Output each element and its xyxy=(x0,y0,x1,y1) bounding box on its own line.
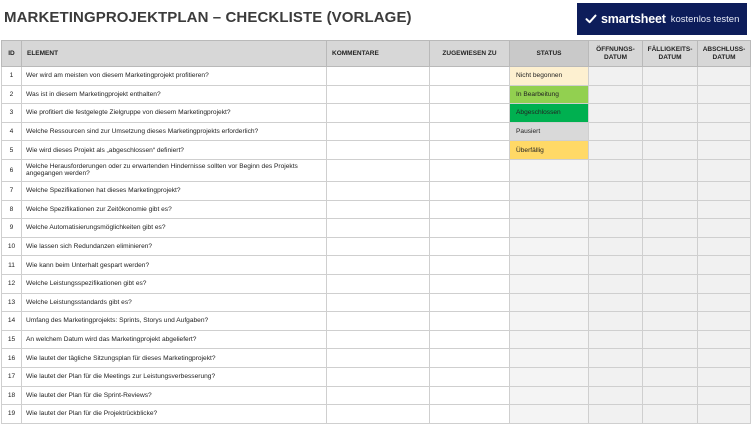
close-date-cell[interactable] xyxy=(698,312,751,331)
row-id-cell: 3 xyxy=(2,104,22,123)
close-date-cell[interactable] xyxy=(698,181,751,200)
due-date-cell[interactable] xyxy=(643,159,698,181)
comments-cell[interactable] xyxy=(327,274,430,293)
due-date-cell[interactable] xyxy=(643,181,698,200)
comments-cell[interactable] xyxy=(327,349,430,368)
table-row xyxy=(2,349,751,368)
due-date-cell[interactable] xyxy=(643,293,698,312)
row-id-cell: 19 xyxy=(2,405,22,424)
element-cell[interactable]: Wie kann beim Unterhalt gespart werden? xyxy=(22,256,327,275)
smartsheet-trial-banner[interactable] xyxy=(577,3,747,35)
open-date-cell[interactable] xyxy=(589,122,643,141)
comments-cell[interactable] xyxy=(327,219,430,238)
assigned-cell[interactable] xyxy=(430,122,510,141)
status-cell[interactable]: In Bearbeitung xyxy=(510,85,589,104)
row-id-cell: 11 xyxy=(2,256,22,275)
assigned-cell[interactable] xyxy=(430,219,510,238)
status-cell[interactable] xyxy=(510,386,589,405)
checkmark-icon xyxy=(585,13,597,25)
element-cell[interactable]: Wer wird am meisten von diesem Marketingprojekt profitieren? xyxy=(22,67,327,86)
status-cell[interactable] xyxy=(510,312,589,331)
assigned-cell[interactable] xyxy=(430,104,510,123)
open-date-cell[interactable] xyxy=(589,104,643,123)
table-row xyxy=(2,141,751,160)
comments-cell[interactable] xyxy=(327,181,430,200)
assigned-cell[interactable] xyxy=(430,330,510,349)
element-cell[interactable]: Wie wird dieses Projekt als „abgeschlossen“ definiert? xyxy=(22,141,327,160)
table-row xyxy=(2,237,751,256)
due-date-cell[interactable] xyxy=(643,85,698,104)
close-date-cell[interactable] xyxy=(698,159,751,181)
element-cell[interactable]: Welche Spezifikationen zur Zeitökonomie gibt es? xyxy=(22,200,327,219)
element-cell[interactable]: Welche Spezifikationen hat dieses Marketingprojekt? xyxy=(22,181,327,200)
row-id-cell: 2 xyxy=(2,85,22,104)
open-date-cell[interactable] xyxy=(589,181,643,200)
status-cell[interactable] xyxy=(510,405,589,424)
close-date-cell[interactable] xyxy=(698,200,751,219)
open-date-cell[interactable] xyxy=(589,159,643,181)
column-header-element[interactable]: ELEMENT xyxy=(22,41,327,67)
checklist-table xyxy=(1,40,751,424)
status-cell[interactable] xyxy=(510,330,589,349)
assigned-cell[interactable] xyxy=(430,181,510,200)
close-date-cell[interactable] xyxy=(698,141,751,160)
row-id-cell: 4 xyxy=(2,122,22,141)
table-row xyxy=(2,367,751,386)
table-row xyxy=(2,274,751,293)
comments-cell[interactable] xyxy=(327,367,430,386)
assigned-cell[interactable] xyxy=(430,312,510,331)
column-header-comments[interactable]: KOMMENTARE xyxy=(327,41,430,67)
assigned-cell[interactable] xyxy=(430,274,510,293)
comments-cell[interactable] xyxy=(327,237,430,256)
comments-cell[interactable] xyxy=(327,312,430,331)
comments-cell[interactable] xyxy=(327,104,430,123)
assigned-cell[interactable] xyxy=(430,367,510,386)
assigned-cell[interactable] xyxy=(430,256,510,275)
due-date-cell[interactable] xyxy=(643,237,698,256)
row-id-cell: 15 xyxy=(2,330,22,349)
table-row xyxy=(2,181,751,200)
close-date-cell[interactable] xyxy=(698,330,751,349)
assigned-cell[interactable] xyxy=(430,159,510,181)
close-date-cell[interactable] xyxy=(698,274,751,293)
column-header-assigned[interactable]: ZUGEWIESEN ZU xyxy=(430,41,510,67)
comments-cell[interactable] xyxy=(327,256,430,275)
close-date-cell[interactable] xyxy=(698,67,751,86)
element-cell[interactable]: An welchem Datum wird das Marketingprojekt abgeliefert? xyxy=(22,330,327,349)
table-row xyxy=(2,104,751,123)
status-cell[interactable] xyxy=(510,159,589,181)
close-date-cell[interactable] xyxy=(698,405,751,424)
due-date-cell[interactable] xyxy=(643,200,698,219)
element-cell[interactable]: Welche Leistungsspezifikationen gibt es? xyxy=(22,274,327,293)
open-date-cell[interactable] xyxy=(589,219,643,238)
table-row xyxy=(2,405,751,424)
open-date-cell[interactable] xyxy=(589,256,643,275)
open-date-cell[interactable] xyxy=(589,200,643,219)
due-date-cell[interactable] xyxy=(643,219,698,238)
due-date-cell[interactable] xyxy=(643,104,698,123)
assigned-cell[interactable] xyxy=(430,237,510,256)
due-date-cell[interactable] xyxy=(643,67,698,86)
open-date-cell[interactable] xyxy=(589,67,643,86)
comments-cell[interactable] xyxy=(327,293,430,312)
row-id-cell: 17 xyxy=(2,367,22,386)
row-id-cell: 8 xyxy=(2,200,22,219)
due-date-cell[interactable] xyxy=(643,367,698,386)
table-row xyxy=(2,219,751,238)
due-date-cell[interactable] xyxy=(643,312,698,331)
open-date-cell[interactable] xyxy=(589,405,643,424)
header-row xyxy=(2,41,751,67)
due-date-cell[interactable] xyxy=(643,386,698,405)
element-cell[interactable]: Wie lassen sich Redundanzen eliminieren? xyxy=(22,237,327,256)
element-cell[interactable]: Wie lautet der Plan für die Sprint-Reviews? xyxy=(22,386,327,405)
due-date-cell[interactable] xyxy=(643,274,698,293)
status-cell[interactable] xyxy=(510,219,589,238)
column-header-id[interactable]: ID xyxy=(2,41,22,67)
comments-cell[interactable] xyxy=(327,405,430,424)
table-row xyxy=(2,122,751,141)
row-id-cell: 16 xyxy=(2,349,22,368)
row-id-cell: 13 xyxy=(2,293,22,312)
element-cell[interactable]: Wie profitiert die festgelegte Zielgruppe von diesem Marketingprojekt? xyxy=(22,104,327,123)
table-row xyxy=(2,386,751,405)
close-date-cell[interactable] xyxy=(698,386,751,405)
table-row xyxy=(2,85,751,104)
open-date-cell[interactable] xyxy=(589,274,643,293)
comments-cell[interactable] xyxy=(327,141,430,160)
status-cell[interactable] xyxy=(510,237,589,256)
close-date-cell[interactable] xyxy=(698,122,751,141)
due-date-cell[interactable] xyxy=(643,122,698,141)
due-date-cell[interactable] xyxy=(643,256,698,275)
status-cell[interactable] xyxy=(510,181,589,200)
banner-brand: smartsheet xyxy=(601,12,666,26)
close-date-cell[interactable] xyxy=(698,219,751,238)
row-id-cell: 12 xyxy=(2,274,22,293)
close-date-cell[interactable] xyxy=(698,293,751,312)
status-cell[interactable] xyxy=(510,367,589,386)
banner-cta: kostenlos testen xyxy=(670,13,740,25)
column-header-due-date[interactable]: FÄLLIGKEITS-DATUM xyxy=(643,41,698,67)
assigned-cell[interactable] xyxy=(430,85,510,104)
due-date-cell[interactable] xyxy=(643,405,698,424)
status-cell[interactable] xyxy=(510,293,589,312)
status-cell[interactable] xyxy=(510,200,589,219)
due-date-cell[interactable] xyxy=(643,349,698,368)
close-date-cell[interactable] xyxy=(698,367,751,386)
element-cell[interactable]: Wie lautet der tägliche Sitzungsplan für dieses Marketingprojekt? xyxy=(22,349,327,368)
open-date-cell[interactable] xyxy=(589,367,643,386)
open-date-cell[interactable] xyxy=(589,330,643,349)
open-date-cell[interactable] xyxy=(589,386,643,405)
element-cell[interactable]: Welche Herausforderungen oder zu erwartenden Hindernisse sollten vor Beginn des Projekts angegangen werden? xyxy=(22,159,327,181)
row-id-cell: 5 xyxy=(2,141,22,160)
open-date-cell[interactable] xyxy=(589,312,643,331)
status-cell[interactable] xyxy=(510,256,589,275)
table-row xyxy=(2,200,751,219)
table-row xyxy=(2,293,751,312)
status-cell[interactable]: Nicht begonnen xyxy=(510,67,589,86)
row-id-cell: 14 xyxy=(2,312,22,331)
comments-cell[interactable] xyxy=(327,200,430,219)
page-title: MARKETINGPROJEKTPLAN – CHECKLISTE (VORLAGE) xyxy=(4,9,412,26)
column-header-status[interactable]: STATUS xyxy=(510,41,589,67)
comments-cell[interactable] xyxy=(327,122,430,141)
comments-cell[interactable] xyxy=(327,159,430,181)
column-header-open-date[interactable]: ÖFFNUNGS-DATUM xyxy=(589,41,643,67)
element-cell[interactable]: Welche Automatisierungsmöglichkeiten gibt es? xyxy=(22,219,327,238)
comments-cell[interactable] xyxy=(327,67,430,86)
row-id-cell: 1 xyxy=(2,67,22,86)
open-date-cell[interactable] xyxy=(589,293,643,312)
element-cell[interactable]: Welche Ressourcen sind zur Umsetzung dieses Marketingprojekts erforderlich? xyxy=(22,122,327,141)
assigned-cell[interactable] xyxy=(430,349,510,368)
status-cell[interactable]: Überfällig xyxy=(510,141,589,160)
assigned-cell[interactable] xyxy=(430,141,510,160)
close-date-cell[interactable] xyxy=(698,104,751,123)
status-cell[interactable] xyxy=(510,349,589,368)
open-date-cell[interactable] xyxy=(589,349,643,368)
close-date-cell[interactable] xyxy=(698,237,751,256)
table-row xyxy=(2,159,751,181)
close-date-cell[interactable] xyxy=(698,256,751,275)
column-header-close-date[interactable]: ABSCHLUSS-DATUM xyxy=(698,41,751,67)
table-row xyxy=(2,330,751,349)
status-cell[interactable] xyxy=(510,274,589,293)
table-row xyxy=(2,67,751,86)
element-cell[interactable]: Welche Leistungsstandards gibt es? xyxy=(22,293,327,312)
assigned-cell[interactable] xyxy=(430,293,510,312)
open-date-cell[interactable] xyxy=(589,141,643,160)
status-cell[interactable]: Pausiert xyxy=(510,122,589,141)
comments-cell[interactable] xyxy=(327,85,430,104)
element-cell[interactable]: Wie lautet der Plan für die Projektrückblicke? xyxy=(22,405,327,424)
due-date-cell[interactable] xyxy=(643,330,698,349)
assigned-cell[interactable] xyxy=(430,67,510,86)
row-id-cell: 18 xyxy=(2,386,22,405)
close-date-cell[interactable] xyxy=(698,349,751,368)
assigned-cell[interactable] xyxy=(430,386,510,405)
assigned-cell[interactable] xyxy=(430,200,510,219)
open-date-cell[interactable] xyxy=(589,237,643,256)
row-id-cell: 6 xyxy=(2,159,22,181)
row-id-cell: 9 xyxy=(2,219,22,238)
element-cell[interactable]: Was ist in diesem Marketingprojekt enthalten? xyxy=(22,85,327,104)
element-cell[interactable]: Wie lautet der Plan für die Meetings zur Leistungsverbesserung? xyxy=(22,367,327,386)
comments-cell[interactable] xyxy=(327,386,430,405)
open-date-cell[interactable] xyxy=(589,85,643,104)
element-cell[interactable]: Umfang des Marketingprojekts: Sprints, Storys und Aufgaben? xyxy=(22,312,327,331)
due-date-cell[interactable] xyxy=(643,141,698,160)
table-row xyxy=(2,312,751,331)
row-id-cell: 7 xyxy=(2,181,22,200)
status-cell[interactable]: Abgeschlossen xyxy=(510,104,589,123)
row-id-cell: 10 xyxy=(2,237,22,256)
close-date-cell[interactable] xyxy=(698,85,751,104)
comments-cell[interactable] xyxy=(327,330,430,349)
table-row xyxy=(2,256,751,275)
assigned-cell[interactable] xyxy=(430,405,510,424)
